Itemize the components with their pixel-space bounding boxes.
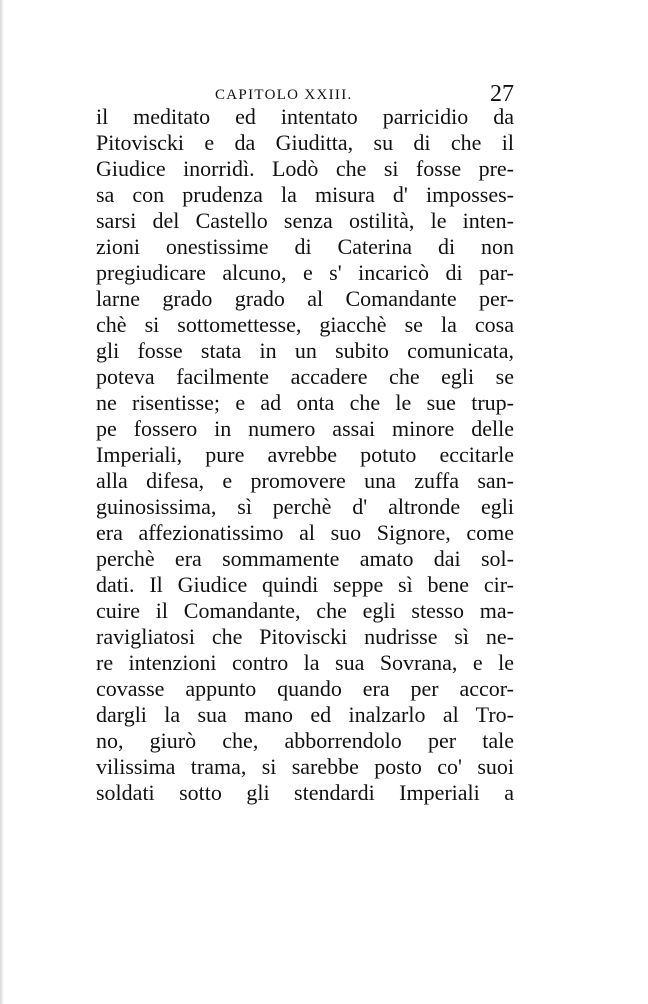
text-line: Pitoviscki e da Giuditta, su di che il (96, 130, 514, 155)
page-number: 27 (490, 81, 514, 107)
text-line: re intenzioni contro la sua Sovrana, e le (96, 650, 514, 675)
text-line: soldati sotto gli stendardi Imperiali a (96, 780, 514, 805)
text-line: ne risentisse; e ad onta che le sue trup- (96, 390, 514, 415)
text-line: cuire il Comandante, che egli stesso ma- (96, 598, 514, 623)
text-line: poteva facilmente accadere che egli se (96, 364, 514, 389)
text-line: alla difesa, e promovere una zuffa san- (96, 468, 514, 493)
text-line: dargli la sua mano ed inalzarlo al Tro- (96, 702, 514, 727)
text-line: dati. Il Giudice quindi seppe sì bene cir- (96, 572, 514, 597)
body-text (96, 104, 514, 806)
text-line: perchè era sommamente amato dai sol- (96, 546, 514, 571)
running-title: CAPITOLO XXIII. (215, 87, 353, 103)
text-line: covasse appunto quando era per accor- (96, 676, 514, 701)
text-line: chè si sottomettesse, giacchè se la cosa (96, 312, 514, 337)
text-line: sa con prudenza la misura d' imposses- (96, 182, 514, 207)
text-line: vilissima trama, si sarebbe posto co' suoi (96, 754, 514, 779)
text-line: guinosissima, sì perchè d' altronde egli (96, 494, 514, 519)
text-line: era affezionatissimo al suo Signore, come (96, 520, 514, 545)
page-edge-shadow (0, 0, 4, 1004)
text-line: ravigliatosi che Pitoviscki nudrisse sì ne- (96, 624, 514, 649)
text-line: pe fossero in numero assai minore delle (96, 416, 514, 441)
text-line: il meditato ed intentato parricidio da (96, 104, 514, 129)
text-line: larne grado grado al Comandante per- (96, 286, 514, 311)
text-line: Giudice inorridì. Lodò che si fosse pre- (96, 156, 514, 181)
text-line: Imperiali, pure avrebbe potuto eccitarle (96, 442, 514, 467)
text-line: pregiudicare alcuno, e s' incaricò di par- (96, 260, 514, 285)
text-line: gli fosse stata in un subito comunicata, (96, 338, 514, 363)
text-line: no, giurò che, abborrendolo per tale (96, 728, 514, 753)
text-line: sarsi del Castello senza ostilità, le inten- (96, 208, 514, 233)
text-line: zioni onestissime di Caterina di non (96, 234, 514, 259)
